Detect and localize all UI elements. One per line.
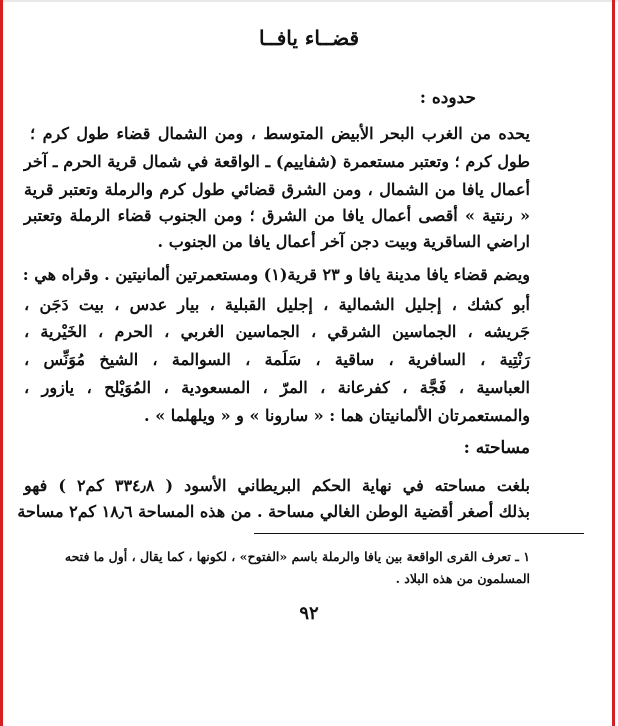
villages-line-4: العباسية ، فَجَّة ، كفرعانة ، المرّ ، المسعودية ، المُوَيْلح ، يازور ،	[24, 378, 531, 397]
borders-line-4: « رنتية » أقصى أعمال يافا من الشرق ؛ ومن الجنوب قضاء الرملة وتعتبر	[24, 206, 530, 225]
section-heading-area: مساحته :	[463, 438, 530, 458]
footnote-line-2: المسلمون من هذه البلاد .	[395, 571, 530, 586]
footnote-line-1: ١ ـ تعرف القرى الواقعة بين يافا والرملة باسم «الفتوح» ، لكونها ، كما يقال ، أول ما فتحه	[64, 549, 530, 564]
villages-line-3: رَنْتِية ، السافرية ، ساقية ، سَلَمة ، السوالمة ، الشيخ مُوَنِّس ،	[24, 350, 530, 369]
area-line-1: بلغت مساحته في نهاية الحكم البريطاني الأسود ( ٣٣٤٫٨ كم٢ ) فهو	[24, 476, 530, 495]
villages-line-5: والمستعمرتان الألمانيتان هما : « سارونا » و « ويلهلما » .	[144, 406, 530, 425]
footnote-separator	[254, 533, 584, 534]
villages-line-2: جَريشه ، الجماسين الشرقي ، الجماسين الغربي ، الحرم ، الخَيْرية ،	[24, 322, 530, 341]
area-line-2: بذلك أصغر أقضية الوطن الغالي مساحة . من هذه المساحة ١٨٫٦ كم٢ مساحة	[17, 502, 530, 521]
villages-intro: ويضم قضاء يافا مدينة يافا و ٢٣ قرية(١) ومستعمرتين ألمانيتين . وقراه هي :	[22, 265, 530, 284]
page-number: ٩٢	[299, 603, 319, 624]
borders-line-5: اراضي الساقرية وبيت دجن آخر أعمال يافا من الجنوب .	[157, 232, 530, 251]
borders-line-2: طول كرم ؛ وتعتبر مستعمرة (شفاييم) ـ الواقعة في شمال قرية الحرم ـ آخر	[24, 152, 530, 171]
villages-line-1: أبو كشك ، إجليل الشمالية ، إجليل القبلية ، بيار عدس ، بيت دَجَن ،	[24, 295, 530, 314]
borders-line-1: يحده من الغرب البحر الأبيض المتوسط ، ومن الشمال قضاء طول كرم ؛	[30, 124, 530, 143]
section-heading-borders: حدوده :	[419, 88, 476, 108]
borders-line-3: أعمال يافا من الشمال ، ومن الشرق قضائي طول كرم والرملة وتعتبر قرية	[24, 180, 530, 199]
page-title: قضــاء يافــا	[258, 26, 360, 50]
